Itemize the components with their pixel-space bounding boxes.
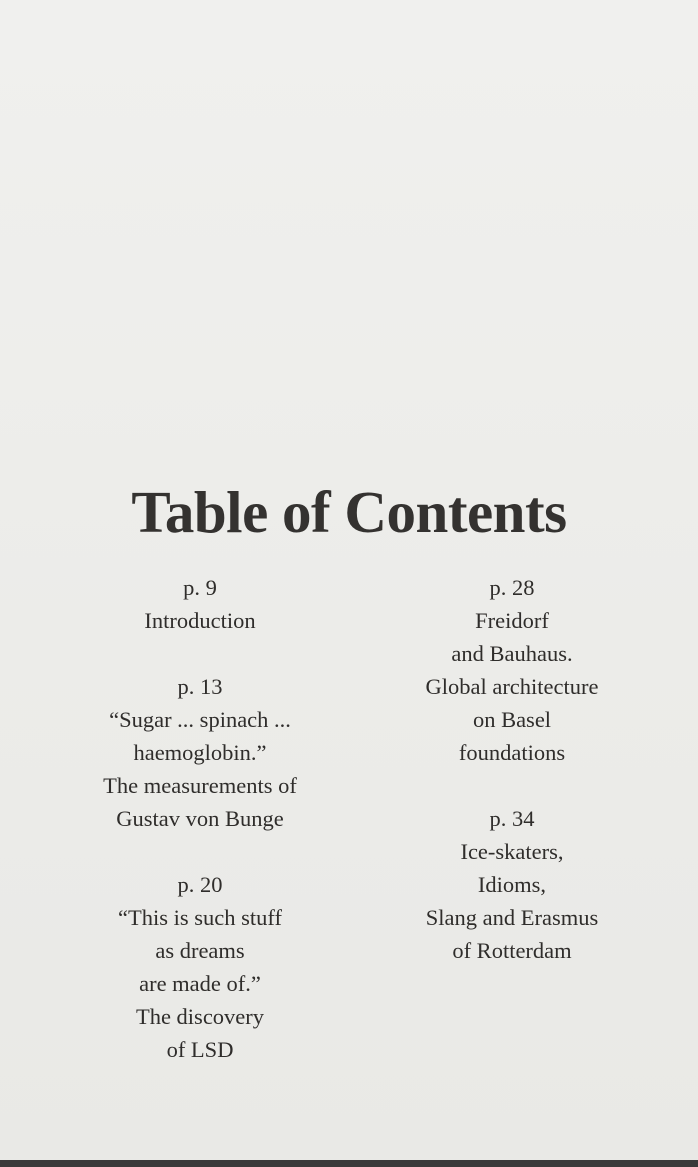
toc-entry-title-line: are made of.” (139, 971, 261, 996)
toc-entry (50, 571, 350, 637)
toc-entry-title-line: The discovery (135, 1004, 265, 1029)
toc-column-right (362, 571, 662, 967)
toc-entry-title-line: The measurements of (103, 773, 297, 798)
toc-entry-title-line: Slang and Erasmus (425, 905, 599, 930)
toc-entry-title-line: Introduction (144, 608, 256, 633)
toc-entry-title-line: and Bauhaus. (451, 641, 573, 666)
toc-entry-title-line: Idioms, (477, 872, 547, 897)
page-bottom-edge (0, 1160, 698, 1167)
toc-entry-title-line: of Rotterdam (452, 938, 572, 963)
toc-entry-title-line: on Basel (472, 707, 552, 732)
toc-page-number: p. 9 (183, 575, 217, 600)
toc-entry-title-line: as dreams (155, 938, 245, 963)
toc-entry (50, 670, 350, 835)
toc-entry-title-line: Ice-skaters, (460, 839, 564, 864)
toc-entry-title-line: Global architecture (425, 674, 599, 699)
toc-page-number: p. 34 (489, 806, 535, 831)
toc-entry (362, 802, 662, 967)
toc-entry-title-line: “This is such stuff (118, 905, 282, 930)
toc-entry-title-line: “Sugar ... spinach ... (109, 707, 291, 732)
toc-entry-title-line: foundations (458, 740, 566, 765)
toc-entry (50, 868, 350, 1066)
page-title: Table of Contents (131, 479, 567, 545)
toc-page-number: p. 20 (177, 872, 223, 897)
toc-page-number: p. 28 (489, 575, 535, 600)
toc-page-number: p. 13 (177, 674, 223, 699)
toc-entry (362, 571, 662, 769)
toc-column-left (50, 571, 350, 1066)
toc-entry-title-line: Gustav von Bunge (116, 806, 284, 831)
toc-entry-title-line: Freidorf (475, 608, 549, 633)
toc-entry-title-line: of LSD (166, 1037, 234, 1062)
toc-entry-title-line: haemoglobin.” (133, 740, 267, 765)
